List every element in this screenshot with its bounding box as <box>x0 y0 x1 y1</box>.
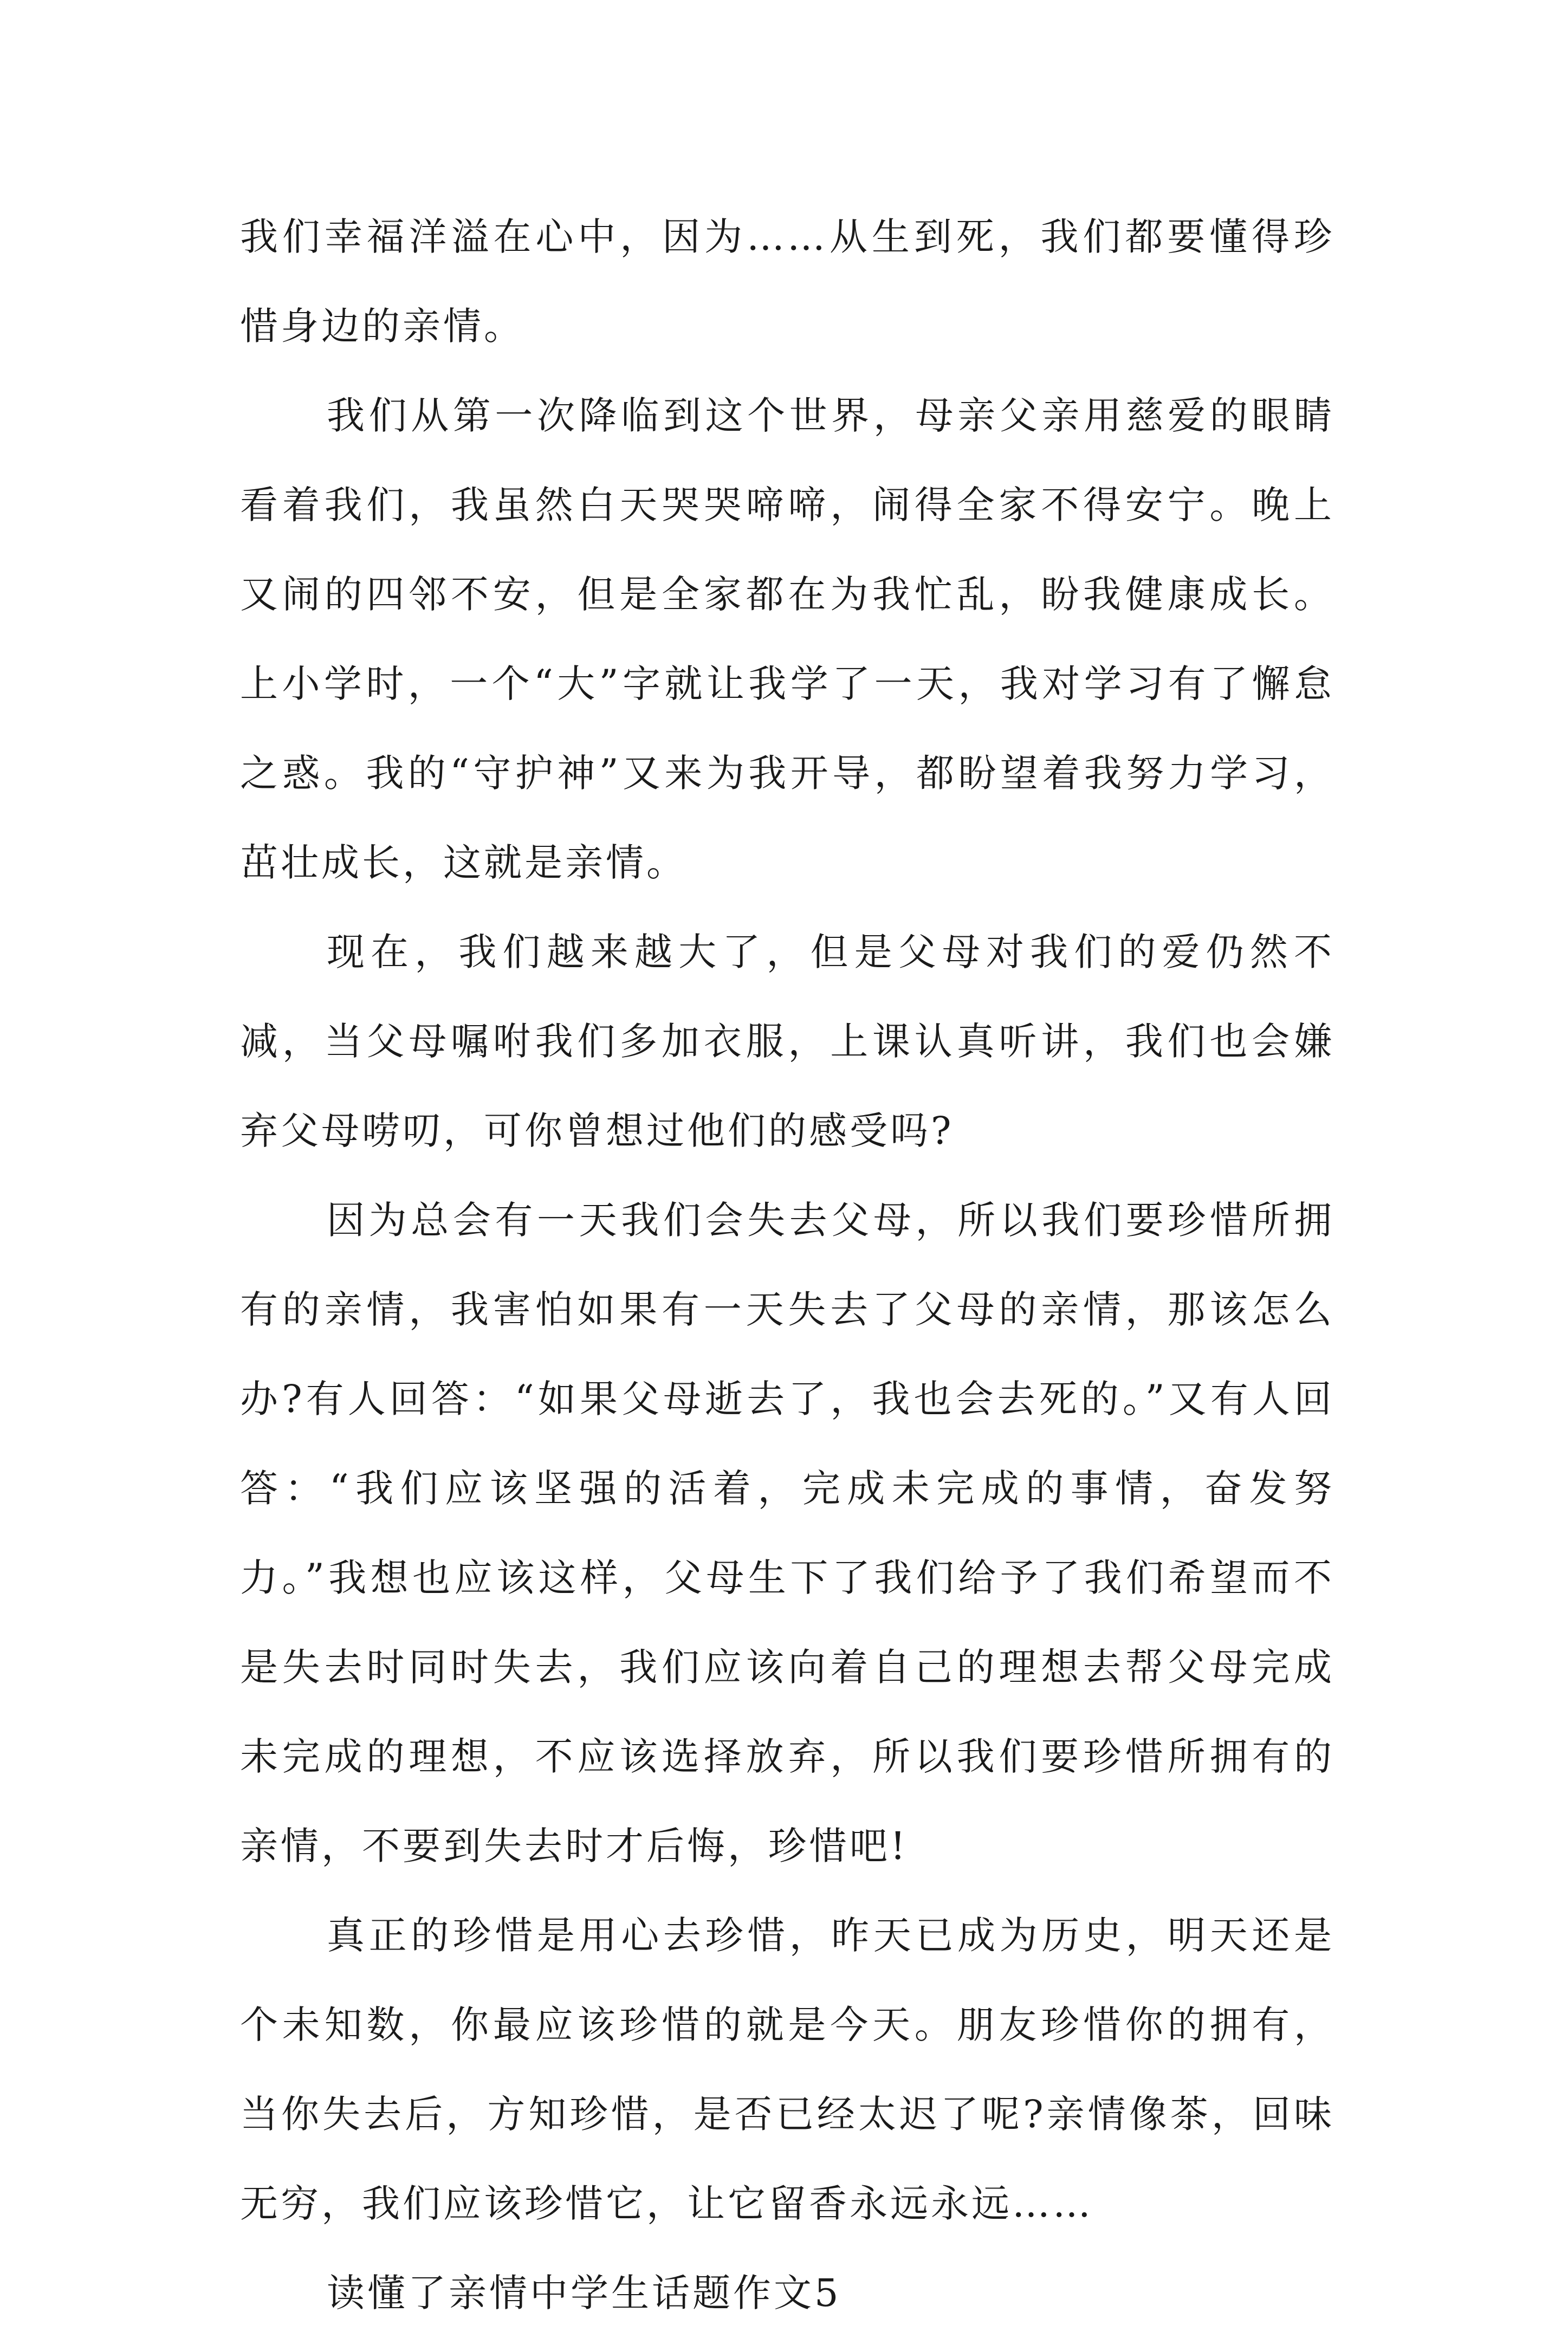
paragraph: 我们从第一次降临到这个世界，母亲父亲用慈爱的眼睛看着我们，我虽然白天哭哭啼啼，闹得全家不得安宁。晚上又闹的四邻不安，但是全家都在为我忙乱，盼我健康成长。上小学时，一个“大”字就让我学了一天，我对学习有了懈怠之惑。我的“守护神”又来为我开导，都盼望着我努力学习，茁壮成长，这就是亲情。 <box>240 393 1334 885</box>
paragraph-continuation: 我们幸福洋溢在心中，因为……从生到死，我们都要懂得珍惜身边的亲情。 <box>240 215 1334 348</box>
essay-body <box>240 192 1334 2338</box>
section-heading: 读懂了亲情中学生话题作文5 <box>327 2271 841 2315</box>
paragraph: 因为总会有一天我们会失去父母，所以我们要珍惜所拥有的亲情，我害怕如果有一天失去了父母的亲情，那该怎么办?有人回答：“如果父母逝去了，我也会去死的。”又有人回答：“我们应该坚强的活着，完成未完成的事情，奋发努力。”我想也应该这样，父母生下了我们给予了我们希望而不是失去时同时失去，我们应该向着自己的理想去帮父母完成未完成的理想，不应该选择放弃，所以我们要珍惜所拥有的亲情，不要到失去时才后悔，珍惜吧! <box>240 1198 1334 1868</box>
paragraph: 真正的珍惜是用心去珍惜，昨天已成为历史，明天还是个未知数，你最应该珍惜的就是今天。朋友珍惜你的拥有，当你失去后，方知珍惜，是否已经太迟了呢?亲情像茶，回味无穷，我们应该珍惜它，让它留香永远永远…… <box>240 1913 1334 2226</box>
paragraph: 现在，我们越来越大了，但是父母对我们的爱仍然不减，当父母嘱咐我们多加衣服，上课认真听讲，我们也会嫌弃父母唠叨，可你曾想过他们的感受吗? <box>240 930 1334 1153</box>
